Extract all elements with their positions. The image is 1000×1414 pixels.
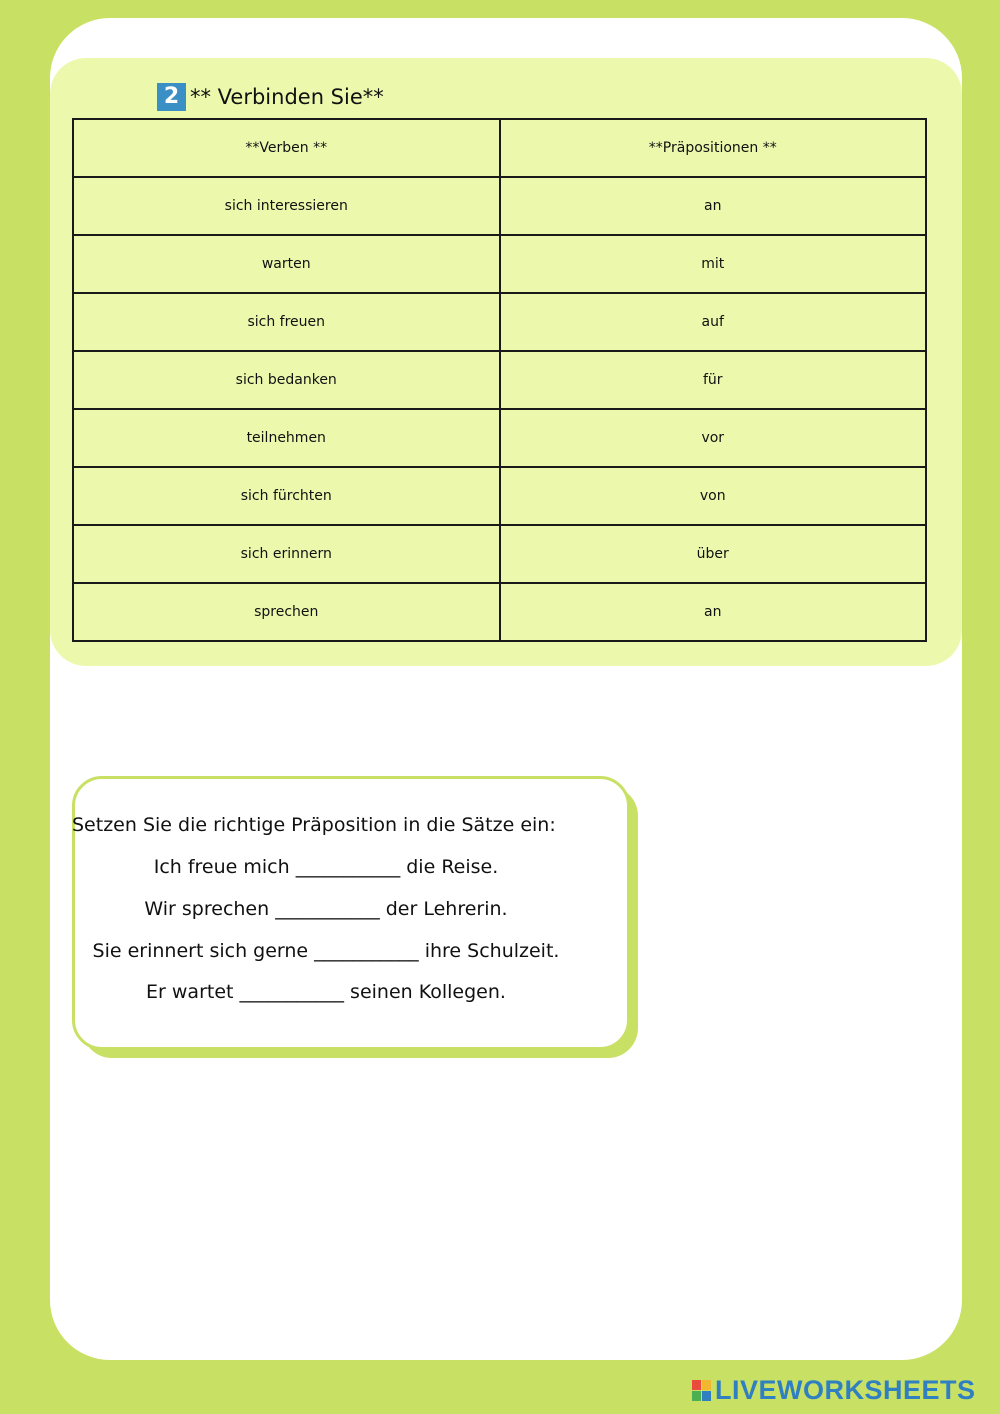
header-verbs: **Verben ** (73, 119, 500, 177)
preposition-cell[interactable]: an (500, 177, 927, 235)
preposition-cell[interactable]: für (500, 351, 927, 409)
table-row (73, 467, 926, 525)
liveworksheets-logo-text: LIVEWORKSHEETS (715, 1374, 976, 1405)
fill-in-instruction: Setzen Sie die richtige Präposition in die Sätze ein: (72, 814, 556, 836)
liveworksheets-logo (692, 1373, 976, 1407)
verb-cell[interactable]: sprechen (73, 583, 500, 641)
table-row (73, 293, 926, 351)
preposition-cell[interactable]: vor (500, 409, 927, 467)
table-row (73, 177, 926, 235)
table-row (73, 525, 926, 583)
preposition-cell[interactable]: von (500, 467, 927, 525)
verb-cell[interactable]: sich erinnern (73, 525, 500, 583)
verb-cell[interactable]: sich freuen (73, 293, 500, 351)
sentence-4[interactable]: Er wartet ___________ seinen Kollegen. (146, 981, 506, 1003)
verb-cell[interactable]: sich fürchten (73, 467, 500, 525)
exercise-number-badge: 2 (157, 83, 186, 111)
exercise-title: ** Verbinden Sie** (190, 85, 384, 109)
sentence-2[interactable]: Wir sprechen ___________ der Lehrerin. (144, 898, 508, 920)
sentence-1[interactable]: Ich freue mich ___________ die Reise. (153, 856, 499, 878)
table-row (73, 583, 926, 641)
matching-table (72, 118, 927, 642)
table-header-row (73, 119, 926, 177)
table-row (73, 409, 926, 467)
preposition-cell[interactable]: über (500, 525, 927, 583)
header-prepositions: **Präpositionen ** (500, 119, 927, 177)
verb-cell[interactable]: teilnehmen (73, 409, 500, 467)
exercise-heading (157, 82, 384, 112)
table-row (73, 235, 926, 293)
verb-cell[interactable]: sich bedanken (73, 351, 500, 409)
preposition-cell[interactable]: an (500, 583, 927, 641)
sentence-3[interactable]: Sie erinnert sich gerne ___________ ihre Schulzeit. (92, 940, 560, 962)
preposition-cell[interactable]: auf (500, 293, 927, 351)
preposition-cell[interactable]: mit (500, 235, 927, 293)
verb-cell[interactable]: warten (73, 235, 500, 293)
table-row (73, 351, 926, 409)
verb-cell[interactable]: sich interessieren (73, 177, 500, 235)
liveworksheets-logo-icon (692, 1380, 711, 1401)
